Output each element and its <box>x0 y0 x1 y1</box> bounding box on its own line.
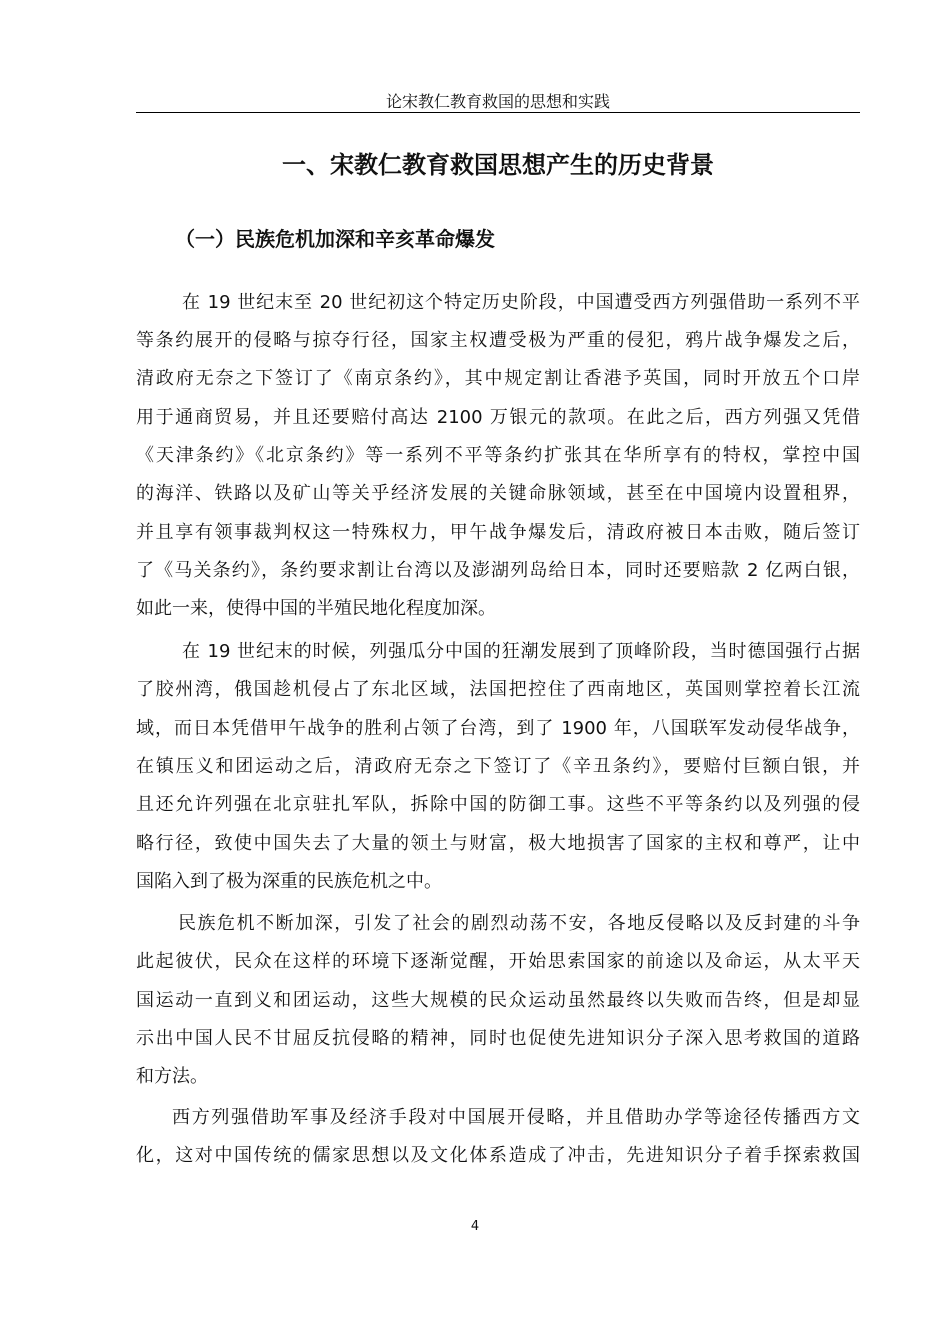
paragraph-line: 了《马关条约》，条约要求割让台湾以及澎湖列岛给日本，同时还要赔款 2 亿两白银， <box>136 560 860 581</box>
paragraph-line: 民族危机不断加深，引发了社会的剧烈动荡不安，各地反侵略以及反封建的斗争 <box>178 913 860 934</box>
paragraph-line: 国陷入到了极为深重的民族危机之中。 <box>136 871 442 892</box>
paragraph-line: 在 19 世纪末的时候，列强瓜分中国的狂潮发展到了顶峰阶段，当时德国强行占据 <box>182 641 860 662</box>
paragraph-line: 且还允许列强在北京驻扎军队，拆除中国的防御工事。这些不平等条约以及列强的侵 <box>136 794 860 815</box>
paragraph-line: 国运动一直到义和团运动，这些大规模的民众运动虽然最终以失败而告终，但是却显 <box>136 990 860 1011</box>
paragraph-line: 示出中国人民不甘屈反抗侵略的精神，同时也促使先进知识分子深入思考救国的道路 <box>136 1028 860 1049</box>
running-header: 论宋教仁教育救国的思想和实践 <box>385 92 610 111</box>
paragraph-line: 等条约展开的侵略与掠夺行径，国家主权遭受极为严重的侵犯，鸦片战争爆发之后， <box>136 330 860 351</box>
page-number: 4 <box>470 1219 480 1234</box>
paragraph-line: 此起彼伏，民众在这样的环境下逐渐觉醒，开始思索国家的前途以及命运，从太平天 <box>136 951 860 972</box>
paragraph-line: 用于通商贸易，并且还要赔付高达 2100 万银元的款项。在此之后，西方列强又凭借 <box>136 407 860 428</box>
paragraph-line: 略行径，致使中国失去了大量的领土与财富，极大地损害了国家的主权和尊严，让中 <box>136 833 860 854</box>
paragraph-line: 清政府无奈之下签订了《南京条约》，其中规定割让香港予英国，同时开放五个口岸 <box>136 368 860 389</box>
paragraph-line: 如此一来，使得中国的半殖民地化程度加深。 <box>136 598 496 619</box>
paragraph-line: 域，而日本凭借甲午战争的胜利占领了台湾，到了 1900 年，八国联军发动侵华战争， <box>136 718 860 739</box>
paragraph-line: 了胶州湾，俄国趁机侵占了东北区域，法国把控住了西南地区，英国则掌控着长江流 <box>136 679 860 700</box>
section-title: （一）民族危机加深和辛亥革命爆发 <box>175 227 495 251</box>
paragraph-line: 西方列强借助军事及经济手段对中国展开侵略，并且借助办学等途径传播西方文 <box>172 1107 860 1128</box>
paragraph-line: 在 19 世纪末至 20 世纪初这个特定历史阶段，中国遭受西方列强借助一系列不平 <box>182 292 860 313</box>
chapter-title: 一、宋教仁教育救国思想产生的历史背景 <box>282 151 714 179</box>
paragraph-line: 《天津条约》《北京条约》等一系列不平等条约扩张其在华所享有的特权，掌控中国 <box>136 445 860 466</box>
paragraph-line: 和方法。 <box>136 1066 208 1087</box>
paragraph-line: 的海洋、铁路以及矿山等关乎经济发展的关键命脉领域，甚至在中国境内设置租界， <box>136 483 860 504</box>
paragraph-line: 并且享有领事裁判权这一特殊权力，甲午战争爆发后，清政府被日本击败，随后签订 <box>136 522 860 543</box>
paragraph-line: 化，这对中国传统的儒家思想以及文化体系造成了冲击，先进知识分子着手探索救国 <box>136 1145 860 1166</box>
header-rule <box>136 112 860 113</box>
paragraph-line: 在镇压义和团运动之后，清政府无奈之下签订了《辛丑条约》，要赔付巨额白银，并 <box>136 756 860 777</box>
